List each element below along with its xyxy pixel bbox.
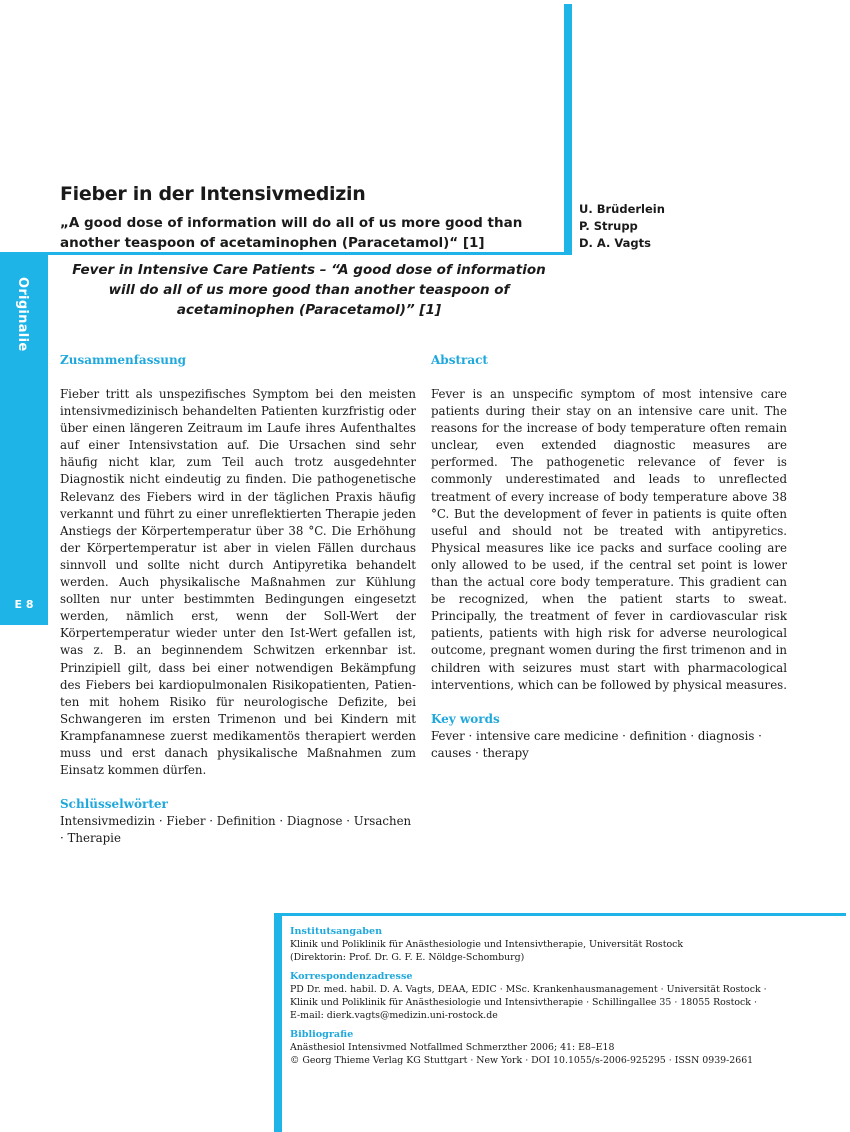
keywords-text: Fever · intensive care medicine · definition · diagnosis · causes · therapy — [431, 728, 762, 760]
schluesselwoerter-heading: Schlüsselwörter — [60, 797, 168, 812]
accent-bar-vertical — [564, 4, 572, 254]
zusammenfassung-section — [60, 352, 416, 847]
info-box-left-bar — [274, 913, 282, 1132]
korrespondenz-line: Klinik und Poliklinik für Anästhesiologie und Intensivtherapie · Schillingallee 35 · 18055 Rostock · — [290, 997, 757, 1008]
schluesselwoerter-text: Intensivmedizin · Fieber · Definition · Diagnose · Ursachen · Therapie — [60, 814, 412, 846]
zusammenfassung-heading: Zusammenfassung — [60, 353, 187, 367]
info-box — [290, 925, 840, 1073]
sidebar-tab — [0, 255, 48, 625]
institutsangaben-heading: Institutsangaben — [290, 926, 383, 937]
author: D. A. Vagts — [579, 236, 652, 250]
institut-line: Klinik und Poliklinik für Anästhesiologie und Intensivtherapie, Universität Rostock — [290, 939, 684, 950]
abstract-heading: Abstract — [431, 353, 488, 367]
email-line: E-mail: dierk.vagts@medizin.uni-rostock.de — [290, 1010, 498, 1021]
author-list — [579, 201, 665, 252]
page-number: E 8 — [14, 598, 34, 611]
author: P. Strupp — [579, 219, 638, 233]
korrespondenzadresse-section — [290, 970, 840, 1022]
info-box-top-rule — [274, 913, 846, 916]
zusammenfassung-text: Fieber tritt als unspezifisches Symptom bei den meisten intensivmedizinisch behandelten Patienten kurzfristig oder über einen längeren Zeitraum im Laufe ihres Aufenthaltes auf einer Intensivstation auf. Die Ursachen sind sehr häufig nicht klar, zum Teil auch trotz ausgedehnter Diagnostik nicht eindeutig zu finden. Die pathogenetische Relevanz des Fiebers wird in der täglichen Praxis häufig verkannt und führt zu einer unreflektierten Therapie jeden Anstiegs der Körpertemperatur über 38 °C. Die Erhöhung der Körpertemperatur ist aber in vielen Fällen durchaus sinnvoll und sollte nicht durch Antipyretika behandelt werden. Auch physikalische Maßnahmen zur Kühlung sollten nur unter bestimmten Bedingungen eingesetzt werden, nämlich erst, wenn der Soll-Wert der Körpertemperatur wieder unter den Ist-Wert gefallen ist, was z. B. an beginnendem Schwitzen erkennbar ist. Prinzipiell gilt, dass bei einer notwendigen Bekämpfung des Fiebers bei kardiopulmonalen Risikopatienten, Patienten mit hohem Risiko für neurologische Defizite, bei Schwangeren im ersten Trimenon und bei Kindern mit Krampfanamnese zuerst medikamentös therapiert werden muss und erst danach physikalische Maßnahmen zum Einsatz kommen dürfen. — [60, 387, 416, 778]
bibliografie-line: © Georg Thieme Verlag KG Stuttgart · New York · DOI 10.1055/s-2006-925295 · ISSN 0939-2661 — [290, 1055, 754, 1066]
bibliografie-heading: Bibliografie — [290, 1029, 354, 1040]
korrespondenzadresse-heading: Korrespondenzadresse — [290, 971, 413, 982]
institut-line: (Direktorin: Prof. Dr. G. F. E. Nöldge-Schomburg) — [290, 952, 525, 963]
bibliografie-line: Anästhesiol Intensivmed Notfallmed Schmerzther 2006; 41: E8–E18 — [290, 1042, 615, 1053]
bibliografie-section — [290, 1028, 840, 1067]
article-subtitle: „A good dose of information will do all of us more good than another teaspoon of acetaminophen (Paracetamol)“ [1] — [60, 215, 523, 251]
abstract-section — [431, 352, 787, 762]
sidebar-label: Originalie — [15, 277, 30, 352]
institutsangaben-section — [290, 925, 840, 964]
article-title: Fieber in der Intensivmedizin — [60, 183, 366, 205]
author: U. Brüderlein — [579, 202, 665, 216]
keywords-heading: Key words — [431, 711, 500, 726]
abstract-text: Fever is an unspecific symptom of most intensive care patients during their stay on an intensive care unit. The reasons for the increase of body temperature often remain unclear, even extended diagnostic measures are performed. The pathogenetic relevance of fever is commonly underestimated and leads to unreflected treatment of every increase of body temperature above 38 °C. But the development of fever in patients is quite often useful and should not be treated with antipyretics. Physical measures like ice packs and surface cooling are only allowed to be used, if the central set point is lower than the actual core body temperature. This gradient can be recognized, when the patient starts to sweat. Principally, the treatment of fever in cardiovascular risk patients, patients with high risk for adverse neurological outcome, pregnant women during the first trimenon and in children with seizures must start with pharmacological interventions, which can be followed by physical measures. — [431, 387, 787, 692]
korrespondenz-line: PD Dr. med. habil. D. A. Vagts, DEAA, EDIC · MSc. Krankenhausmanagement · Universität Rostock · — [290, 984, 767, 995]
english-title: Fever in Intensive Care Patients – “A good dose of information will do all of us more good than another teaspoon of acetaminophen (Paracetamol)” [1] — [72, 262, 546, 318]
